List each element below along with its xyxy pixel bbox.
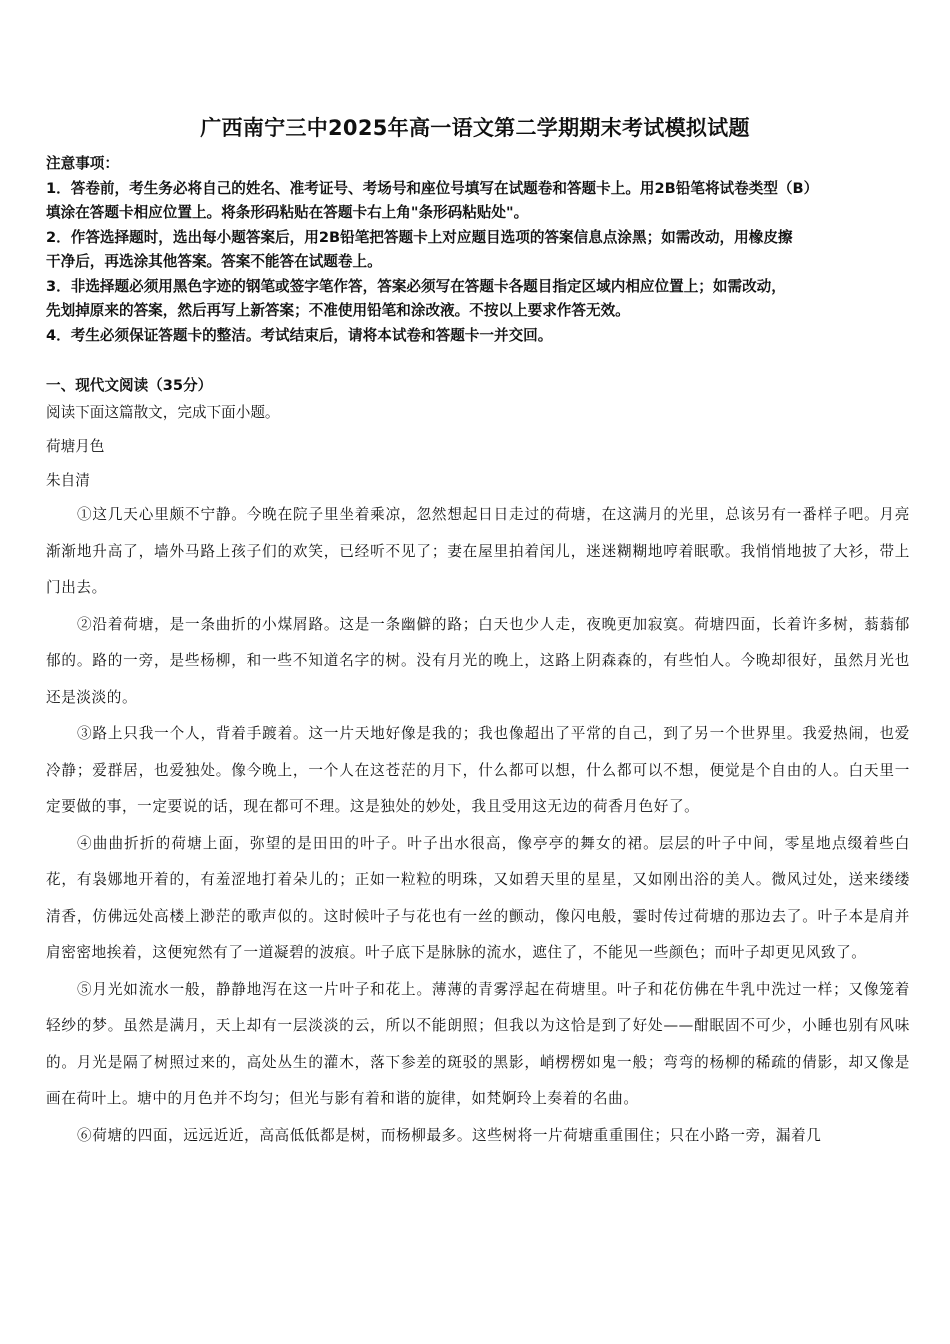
notice-line: 先划掉原来的答案，然后再写上新答案；不准使用铅笔和涂改液。不按以上要求作答无效。 xyxy=(46,302,630,319)
notice-block xyxy=(46,152,908,348)
notice-line: 4．考生必须保证答题卡的整洁。考试结束后，请将本试卷和答题卡一并交回。 xyxy=(46,326,553,344)
essay-paragraph: ③路上只我一个人，背着手踱着。这一片天地好像是我的；我也像超出了平常的自己，到了另一个世界里。我爱热闹，也爱冷静；爱群居，也爱独处。像今晚上，一个人在这苍茫的月下，什么都可以想，什么都可以不想，便觉是个自由的人。白天里一定要做的事，一定要说的话，现在都可不理。这是独处的妙处，我且受用这无边的荷香月色好了。 xyxy=(46,725,910,815)
essay-paragraph: ①这几天心里颇不宁静。今晚在院子里坐着乘凉，忽然想起日日走过的荷塘，在这满月的光里，总该另有一番样子吧。月亮渐渐地升高了，墙外马路上孩子们的欢笑，已经听不见了；妻在屋里拍着闰儿，迷迷糊糊地哼着眠歌。我悄悄地披了大衫，带上门出去。 xyxy=(46,506,910,596)
section-heading: 一、现代文阅读（35分） xyxy=(46,377,213,394)
reading-instruction: 阅读下面这篇散文，完成下面小题。 xyxy=(46,404,280,421)
notice-line: 2．作答选择题时，选出每小题答案后，用2B铅笔把答题卡上对应题目选项的答案信息点涂黑；如需改动，用橡皮擦 xyxy=(46,228,793,246)
notice-line: 1．答卷前，考生务必将自己的姓名、准考证号、考场号和座位号填写在试题卷和答题卡上。用2B铅笔将试卷类型（B） xyxy=(46,179,819,197)
essay-paragraph: ⑤月光如流水一般，静静地泻在这一片叶子和花上。薄薄的青雾浮起在荷塘里。叶子和花仿佛在牛乳中洗过一样；又像笼着轻纱的梦。虽然是满月，天上却有一层淡淡的云，所以不能朗照；但我以为这恰是到了好处——酣眠固不可少，小睡也别有风味的。月光是隔了树照过来的，高处丛生的灌木，落下参差的斑驳的黑影，峭楞楞如鬼一般；弯弯的杨柳的稀疏的倩影，却又像是画在荷叶上。塘中的月色并不均匀；但光与影有着和谐的旋律，如梵婀玲上奏着的名曲。 xyxy=(46,980,910,1107)
essay-title: 荷塘月色 xyxy=(46,438,105,455)
essay-paragraph: ②沿着荷塘，是一条曲折的小煤屑路。这是一条幽僻的路；白天也少人走，夜晚更加寂寞。荷塘四面，长着许多树，蓊蓊郁郁的。路的一旁，是些杨柳，和一些不知道名字的树。没有月光的晚上，这路上阴森森的，有些怕人。今晚却很好，虽然月光也还是淡淡的。 xyxy=(46,615,910,706)
essay-paragraph: ④曲曲折折的荷塘上面，弥望的是田田的叶子。叶子出水很高，像亭亭的舞女的裙。层层的叶子中间，零星地点缀着些白花，有袅娜地开着的，有羞涩地打着朵儿的；正如一粒粒的明珠，又如碧天里的星星，又如刚出浴的美人。微风过处，送来缕缕清香，仿佛远处高楼上渺茫的歌声似的。这时候叶子与花也有一丝的颤动，像闪电般，霎时传过荷塘的那边去了。叶子本是肩并肩密密地挨着，这便宛然有了一道凝碧的波痕。叶子底下是脉脉的流水，遮住了，不能见一些颜色；而叶子却更见风致了。 xyxy=(46,834,910,961)
notice-line: 干净后，再选涂其他答案。答案不能答在试题卷上。 xyxy=(46,253,382,270)
notice-heading: 注意事项： xyxy=(46,155,119,172)
notice-line: 3．非选择题必须用黑色字迹的钢笔或签字笔作答，答案必须写在答题卡各题目指定区域内相应位置上；如需改动， xyxy=(46,277,786,295)
exam-title: 广西南宁三中2025年高一语文第二学期期末考试模拟试题 xyxy=(200,116,750,140)
essay-body xyxy=(46,497,910,1154)
essay-paragraph: ⑥荷塘的四面，远远近近，高高低低都是树，而杨柳最多。这些树将一片荷塘重重围住；只在小路一旁，漏着几 xyxy=(77,1126,822,1144)
essay-author: 朱自清 xyxy=(46,472,90,489)
notice-line: 填涂在答题卡相应位置上。将条形码粘贴在答题卡右上角"条形码粘贴处"。 xyxy=(46,204,529,221)
